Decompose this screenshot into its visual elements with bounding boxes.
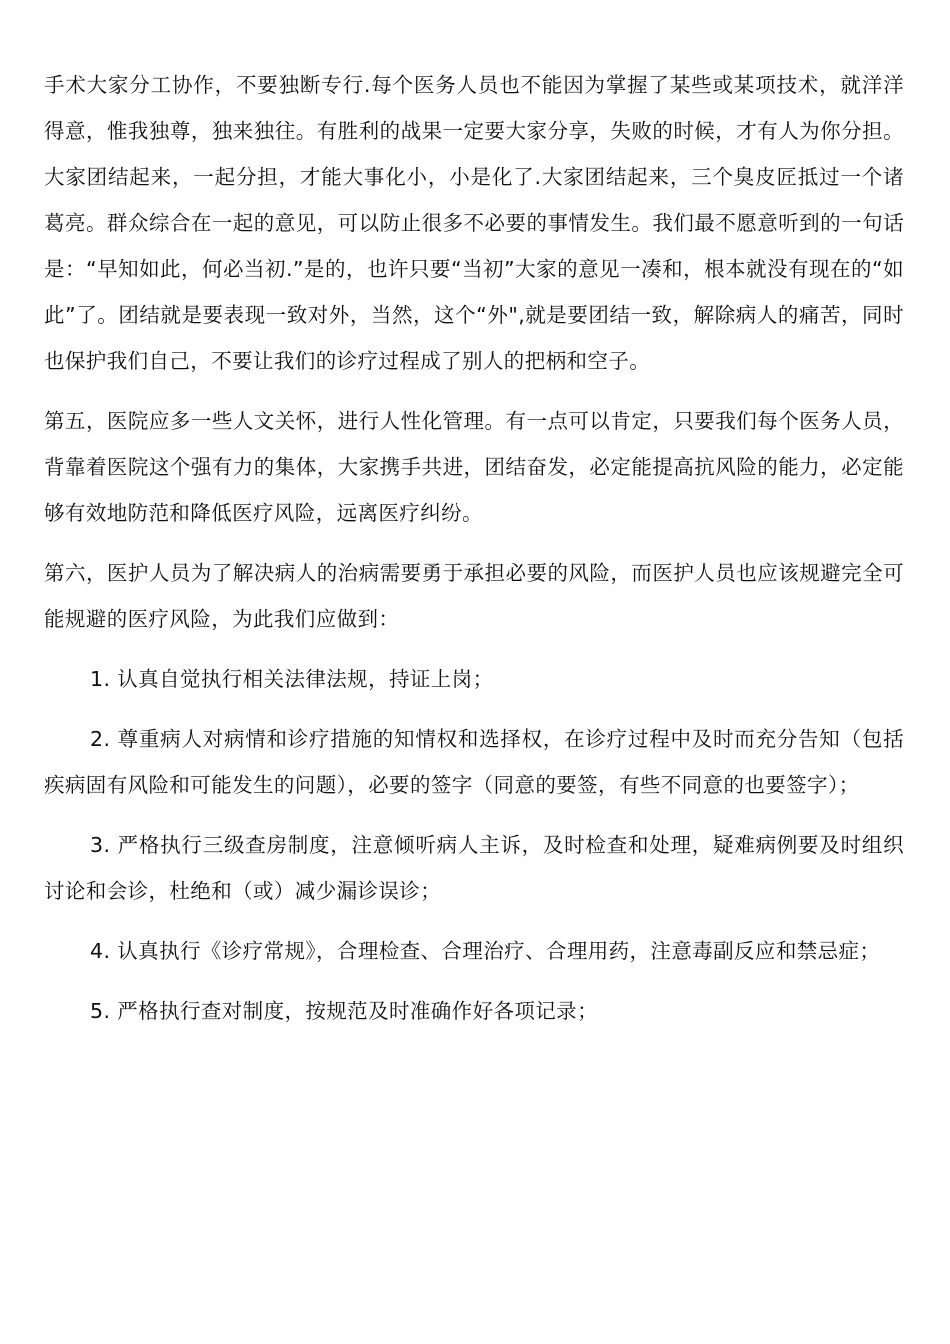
list-item-3: 3. 严格执行三级查房制度，注意倾听病人主诉，及时检查和处理，疑难病例要及时组织讨论和会诊，杜绝和（或）减少漏诊误诊； bbox=[44, 833, 904, 903]
paragraph-fifth-point: 第五，医院应多一些人文关怀，进行人性化管理。有一点可以肯定，只要我们每个医务人员，背靠着医院这个强有力的集体，大家携手共进，团结奋发，必定能提高抗风险的能力，必定能够有效地防范和降低医疗风险，远离医疗纠纷。 bbox=[44, 409, 904, 525]
paragraph-sixth-point: 第六，医护人员为了解决病人的治病需要勇于承担必要的风险，而医护人员也应该规避完全可能规避的医疗风险，为此我们应做到： bbox=[44, 561, 904, 631]
list-item-5: 5. 严格执行查对制度，按规范及时准确作好各项记录； bbox=[90, 999, 598, 1023]
paragraph-teamwork: 手术大家分工协作，不要独断专行.每个医务人员也不能因为掌握了某些或某项技术，就洋洋得意，惟我独尊，独来独往。有胜利的战果一定要大家分享，失败的时候，才有人为你分担。大家团结起来，一起分担，才能大事化小，小是化了.大家团结起来，三个臭皮匠抵过一个诸葛亮。群众综合在一起的意见，可以防止很多不必要的事情发生。我们最不愿意听到的一句话是：“早知如此，何必当初.”是的，也许只要“当初”大家的意见一凑和，根本就没有现在的“如此”了。团结就是要表现一致对外，当然，这个“外",就是要团结一致，解除病人的痛苦，同时也保护我们自己，不要让我们的诊疗过程成了别人的把柄和空子。 bbox=[44, 73, 904, 373]
list-item-4: 4. 认真执行《诊疗常规》，合理检查、合理治疗、合理用药，注意毒副反应和禁忌症； bbox=[90, 939, 881, 963]
list-item-1: 1. 认真自觉执行相关法律法规，持证上岗； bbox=[90, 667, 494, 691]
list-item-2: 2. 尊重病人对病情和诊疗措施的知情权和选择权，在诊疗过程中及时而充分告知（包括疾病固有风险和可能发生的问题），必要的签字（同意的要签，有些不同意的也要签字）； bbox=[44, 727, 904, 797]
